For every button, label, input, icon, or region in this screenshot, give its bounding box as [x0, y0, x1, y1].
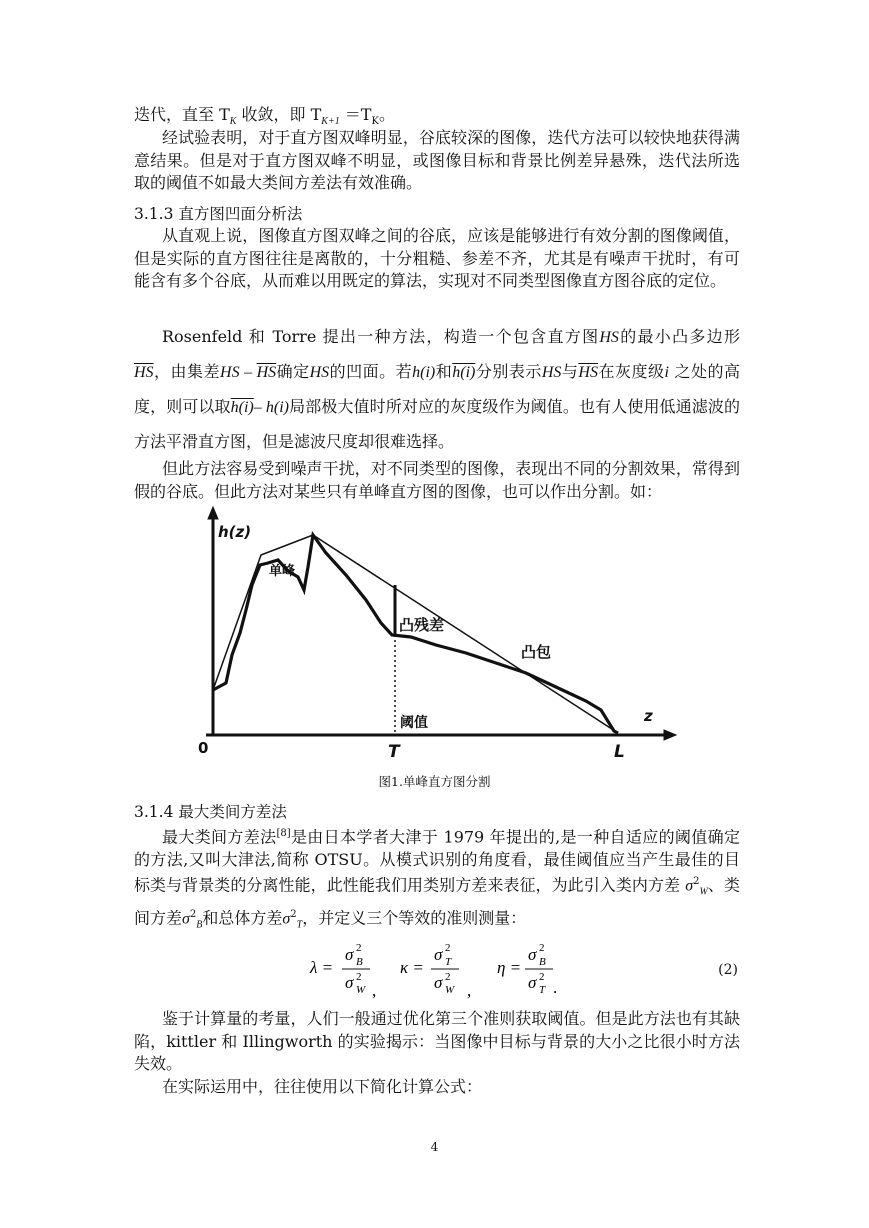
kappa-criterion — [400, 942, 471, 1000]
svg-text:2: 2 — [539, 942, 545, 954]
svg-text:,: , — [467, 981, 472, 1000]
svg-text:T: T — [445, 956, 452, 968]
y-axis-label: h(z) — [218, 523, 252, 541]
paragraph-otsu-limitation: 鉴于计算量的考量，人们一般通过优化第三个准则获取阈值。但是此方法也有其缺陷，kittler 和 Illingworth 的实验揭示：当图像中目标与背景的大小之比很小时方法失效。 — [134, 1009, 740, 1073]
hull-annotation: 凸包 — [521, 643, 552, 661]
svg-text:2: 2 — [539, 971, 545, 983]
end-tick-label: L — [614, 742, 625, 762]
svg-text:η =: η = — [497, 958, 522, 977]
page-number: 4 — [430, 1140, 439, 1154]
paragraph-iteration-result: 经试验表明，对于直方图双峰明显，谷底较深的图像，迭代方法可以较快地获得满意结果。但是对于直方图双峰不明显，或图像目标和背景比例差异悬殊，迭代法所选取的阈值不如最大类间方差法有效准确。 — [134, 128, 740, 192]
x-axis-label: z — [644, 707, 653, 725]
criteria-formula — [300, 940, 760, 1000]
origin-label: 0 — [198, 739, 209, 757]
paragraph-noise-limitation: 但此方法容易受到噪声干扰，对不同类型的图像，表现出不同的分割效果，常得到假的谷底。但此方法对某些只有单峰直方图的图像，也可以作出分割。如： — [134, 459, 740, 501]
svg-text:σ: σ — [345, 973, 354, 992]
svg-text:B: B — [356, 956, 363, 968]
svg-text:σ: σ — [528, 945, 537, 964]
svg-text:σ: σ — [434, 945, 443, 964]
figure-caption: 图1.单峰直方图分割 — [378, 774, 491, 789]
svg-text:,: , — [372, 981, 377, 1000]
svg-text:2: 2 — [445, 971, 451, 983]
svg-text:W: W — [356, 984, 366, 996]
svg-text:2: 2 — [356, 942, 362, 954]
svg-text:B: B — [539, 956, 546, 968]
svg-text:2: 2 — [356, 971, 362, 983]
paragraph-rosenfeld: Rosenfeld 和 Torre 提出一种方法，构造一个包含直方图HS的最小凸多边形 $\overline{HS}$，由集差HS – $\overline{HS}$确定HS的凹面。若h(i)和h(i)分别表示HS与$\overline{HS}$在灰度级i 之处的高度，则可以取h(i)– h(i)局部极大值时所对应的灰度级作为阈值。也有人使用低通滤波的方法平滑直方图，但是滤波尺度却很难选择。 — [134, 327, 740, 451]
section-heading-3-1-4: 3.1.4 最大类间方差法 — [134, 803, 287, 821]
svg-text:.: . — [553, 978, 558, 997]
threshold-tick-label: T — [388, 742, 400, 762]
text-line-1: 迭代，直至 $T_K$ 收敛，即 $T_{K+1} =T_K$。 — [134, 105, 395, 128]
lambda-criterion — [309, 942, 376, 1000]
unimodal-histogram-figure — [196, 505, 684, 767]
svg-text:σ: σ — [345, 945, 354, 964]
section-heading-3-1-3: 3.1.3 直方图凹面分析法 — [134, 205, 303, 223]
eta-criterion — [497, 942, 557, 997]
residual-annotation: 凸残差 — [399, 616, 445, 634]
svg-text:σ: σ — [528, 973, 537, 992]
paragraph-concavity-intro: 从直观上说，图像直方图双峰之间的谷底，应该是能够进行有效分割的图像阈值，但是实际的直方图往往是离散的，十分粗糙、参差不齐，尤其是有噪声干扰时，有可能含有多个谷底，从而难以用既定的算法，实现对不同类型图像直方图谷底的定位。 — [134, 226, 740, 290]
svg-text:κ =: κ = — [400, 958, 424, 977]
svg-text:T: T — [539, 984, 546, 996]
paragraph-simplified-formula: 在实际运用中，往往使用以下简化计算公式： — [162, 1077, 483, 1096]
svg-text:2: 2 — [445, 942, 451, 954]
peak-annotation: 单峰 — [269, 564, 296, 579]
svg-text:σ: σ — [434, 973, 443, 992]
svg-text:λ =: λ = — [310, 958, 334, 977]
equation-number: (2) — [718, 962, 738, 978]
svg-text:W: W — [445, 984, 455, 996]
paragraph-otsu: 最大类间方差法[8]是由日本学者大津于 1979 年提出的,是一种自适应的阈值确定的方法,又叫大津法,简称 OTSU。从模式识别的角度看，最佳阈值应当产生最佳的目标类与背景类的分离性能，此性能我们用类别方差来表征，为此引入类内方差 $\sigma^2_W$、类间方差$\sigma^2_B$和总体方差$\sigma^2_T$，并定义三个等效的准则测量： — [134, 827, 740, 931]
threshold-annotation: 阈值 — [400, 715, 428, 731]
